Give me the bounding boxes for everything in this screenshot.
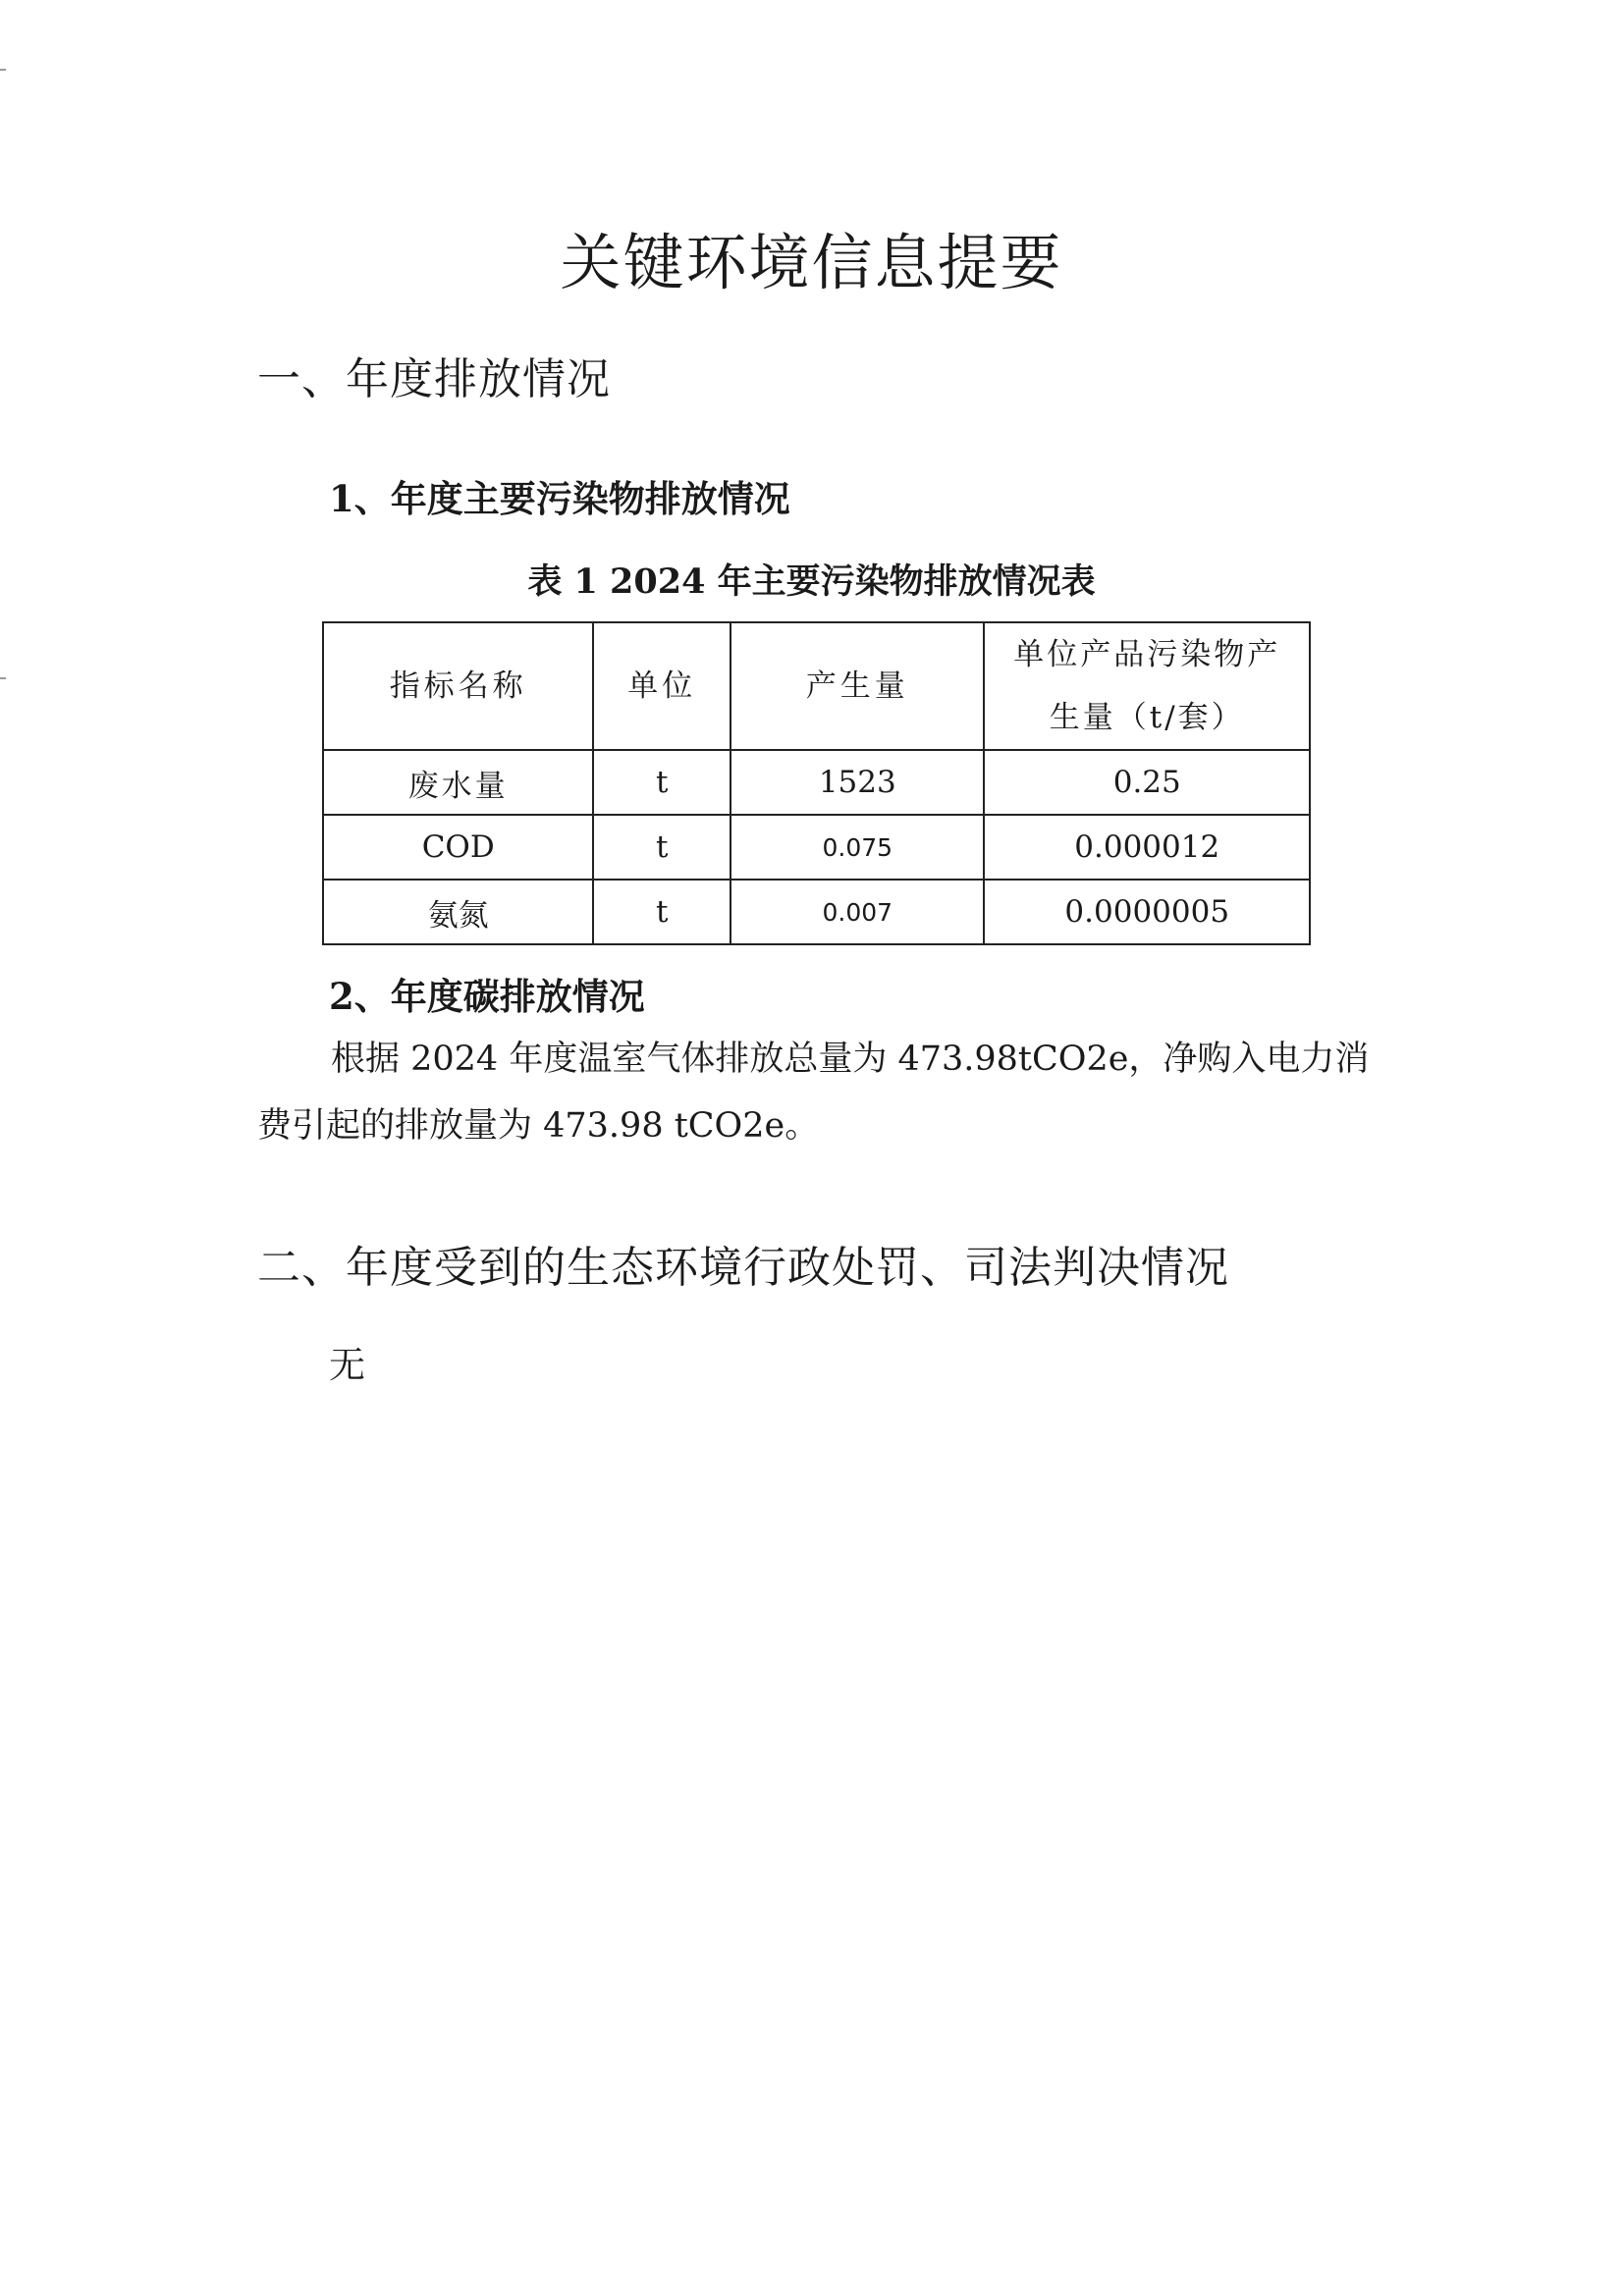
header-cell-indicator: 指标名称 xyxy=(323,622,593,750)
cell-per-unit: 0.000012 xyxy=(984,815,1310,880)
table-row xyxy=(323,815,1310,880)
section-heading-penalties: 二、年度受到的生态环境行政处罚、司法判决情况 xyxy=(257,1243,1229,1293)
cell-unit: t xyxy=(593,815,730,880)
header-cell-per-unit: 单位产品污染物产生量（t/套） xyxy=(984,622,1310,750)
cell-per-unit: 0.25 xyxy=(984,750,1310,815)
pollutant-emission-table xyxy=(322,621,1311,945)
cell-indicator: 废水量 xyxy=(323,750,593,815)
cell-unit: t xyxy=(593,880,730,944)
scan-artifact xyxy=(0,677,6,679)
page-title: 关键环境信息提要 xyxy=(560,227,1063,298)
table-header-row xyxy=(323,622,1310,750)
cell-indicator: COD xyxy=(323,815,593,880)
scan-artifact xyxy=(0,69,6,71)
cell-amount: 1523 xyxy=(730,750,984,815)
penalties-content: 无 xyxy=(329,1344,365,1386)
section-heading-emissions: 一、年度排放情况 xyxy=(257,354,611,404)
table-row xyxy=(323,750,1310,815)
cell-unit: t xyxy=(593,750,730,815)
table-caption: 表 1 2024 年主要污染物排放情况表 xyxy=(527,561,1096,602)
cell-amount: 0.075 xyxy=(730,815,984,880)
table-row xyxy=(323,880,1310,944)
carbon-paragraph: 根据 2024 年度温室气体排放总量为 473.98tCO2e，净购入电力消费引起的排放量为 473.98 tCO2e。 xyxy=(257,1040,1370,1146)
subsection-heading-carbon: 2、年度碳排放情况 xyxy=(329,975,645,1018)
subsection-heading-pollutants: 1、年度主要污染物排放情况 xyxy=(329,477,790,520)
cell-amount: 0.007 xyxy=(730,880,984,944)
header-cell-unit: 单位 xyxy=(593,622,730,750)
cell-per-unit: 0.0000005 xyxy=(984,880,1310,944)
cell-indicator: 氨氮 xyxy=(323,880,593,944)
header-cell-amount: 产生量 xyxy=(730,622,984,750)
